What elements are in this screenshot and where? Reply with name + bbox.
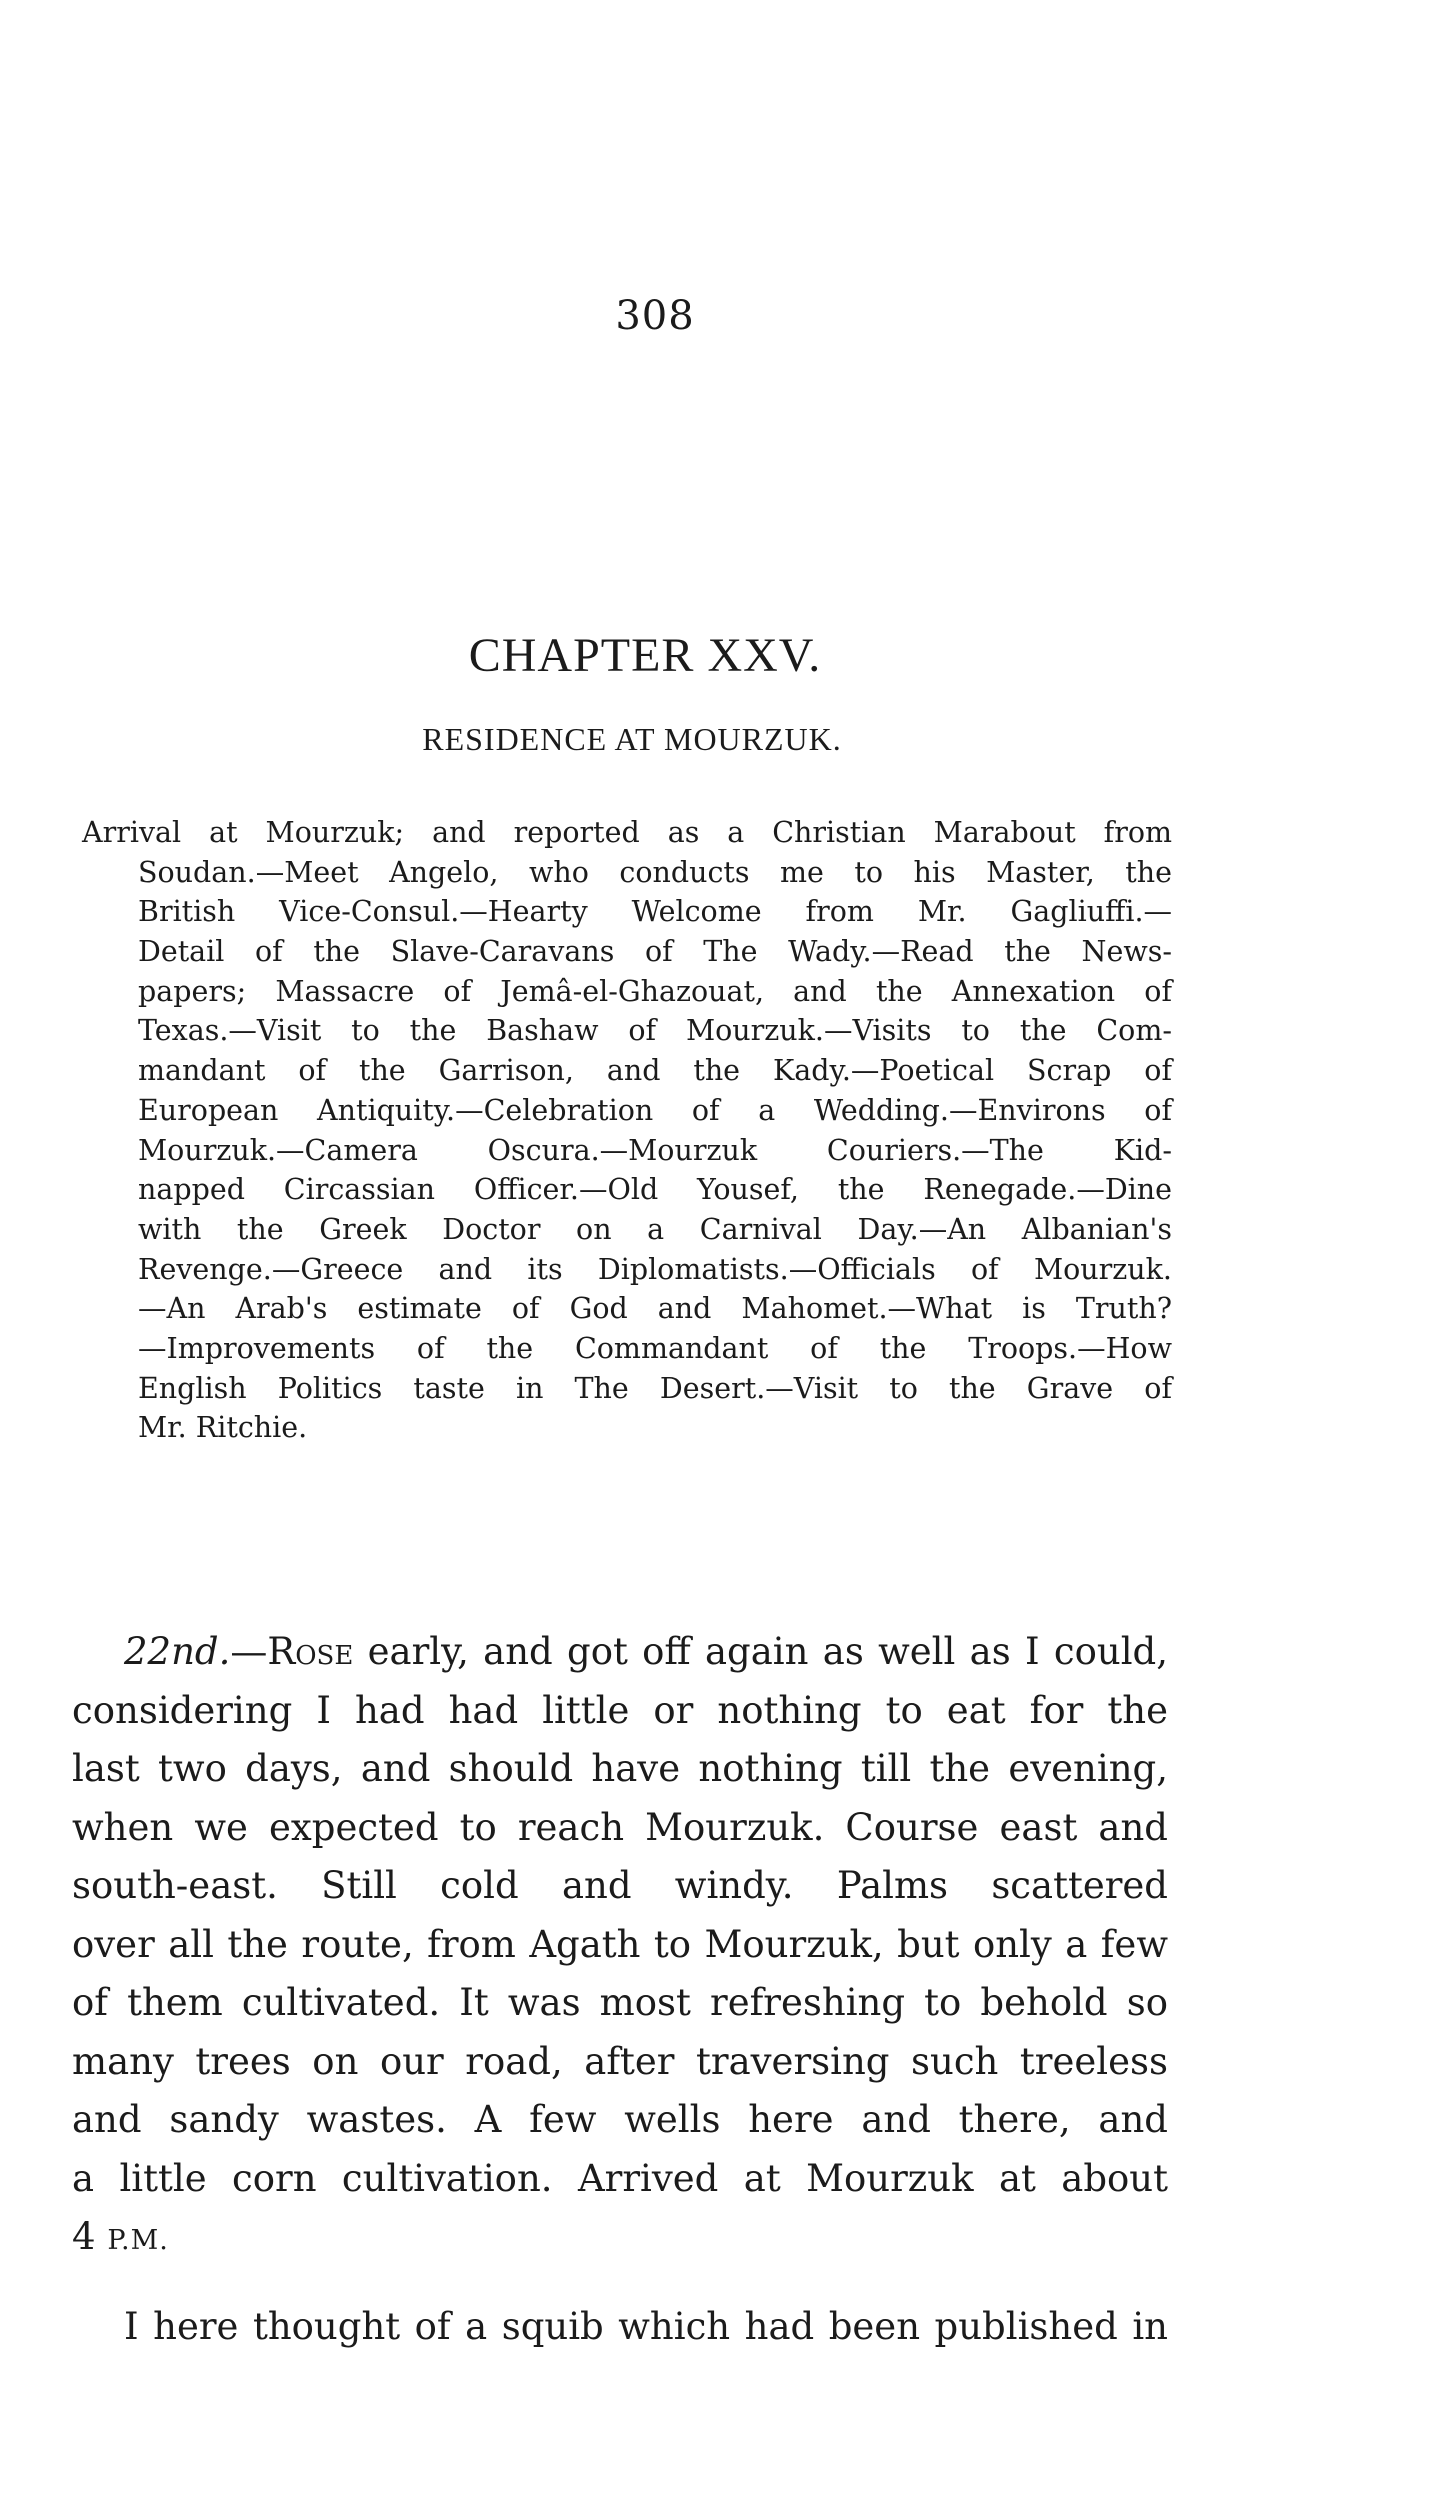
body-line: a little corn cultivation. Arrived at Mourzuk at about [72, 2156, 1168, 2200]
arrival-time-number: 4 [72, 2215, 108, 2258]
synopsis-line: Texas.—Visit to the Bashaw of Mourzuk.—Visits to the Com- [138, 1014, 1172, 1048]
first-word: Rose [267, 1630, 354, 1673]
date-dash: — [230, 1630, 268, 1673]
second-paragraph: I here thought of a squib which had been published in [124, 2305, 1168, 2348]
synopsis-line: mandant of the Garrison, and the Kady.—Poetical Scrap of [138, 1054, 1172, 1088]
synopsis-line: Mourzuk.—Camera Oscura.—Mourzuk Couriers.—The Kid- [138, 1133, 1172, 1167]
synopsis-line: —An Arab's estimate of God and Mahomet.—What is Truth? [138, 1292, 1172, 1326]
body-line: many trees on our road, after traversing such treeless [72, 2039, 1168, 2083]
synopsis-line: Arrival at Mourzuk; and reported as a Christian Marabout from [82, 816, 1172, 849]
body-line [72, 2208, 1168, 2267]
synopsis-line: Mr. Ritchie. [138, 1411, 308, 1445]
synopsis-line: British Vice-Consul.—Hearty Welcome from Mr. Gagliuffi.— [138, 895, 1172, 929]
synopsis-line: —Improvements of the Commandant of the Troops.—How [138, 1331, 1172, 1365]
arrival-time-suffix: P.M. [107, 2225, 169, 2256]
synopsis-line: Soudan.—Meet Angelo, who conducts me to his Master, the [138, 855, 1172, 889]
synopsis-line: Revenge.—Greece and its Diplomatists.—Officials of Mourzuk. [138, 1252, 1172, 1286]
chapter-subtitle: RESIDENCE AT MOURZUK. [422, 721, 842, 757]
body-line: of them cultivated. It was most refreshing to behold so [72, 1981, 1168, 2024]
synopsis-line: English Politics taste in The Desert.—Visit to the Grave of [138, 1371, 1172, 1405]
body-paragraph [72, 1623, 1168, 2267]
body-line: and sandy wastes. A few wells here and there, and [72, 2098, 1168, 2141]
first-line-text: early, and got off again as well as I could, [353, 1630, 1168, 1673]
synopsis-line: Detail of the Slave-Caravans of The Wady.—Read the News- [138, 935, 1172, 969]
chapter-synopsis [82, 813, 1172, 1448]
chapter-title: CHAPTER XXV. [468, 629, 822, 682]
body-line [124, 1623, 1168, 1682]
page-number: 308 [615, 293, 695, 339]
body-line: south-east. Still cold and windy. Palms scattered [72, 1864, 1168, 1907]
entry-date: 22nd. [124, 1630, 231, 1673]
synopsis-line: European Antiquity.—Celebration of a Wedding.—Environs of [138, 1093, 1172, 1127]
body-line: last two days, and should have nothing till the evening, [72, 1747, 1168, 1790]
body-line: considering I had had little or nothing to eat for the [72, 1688, 1168, 1732]
body-line: when we expected to reach Mourzuk. Course east and [72, 1805, 1168, 1849]
synopsis-line: napped Circassian Officer.—Old Yousef, the Renegade.—Dine [138, 1173, 1172, 1207]
synopsis-line: with the Greek Doctor on a Carnival Day.—An Albanian's [138, 1212, 1172, 1246]
body-line: over all the route, from Agath to Mourzuk, but only a few [72, 1922, 1168, 1966]
synopsis-line: papers; Massacre of Jemâ-el-Ghazouat, and the Annexation of [138, 974, 1172, 1008]
